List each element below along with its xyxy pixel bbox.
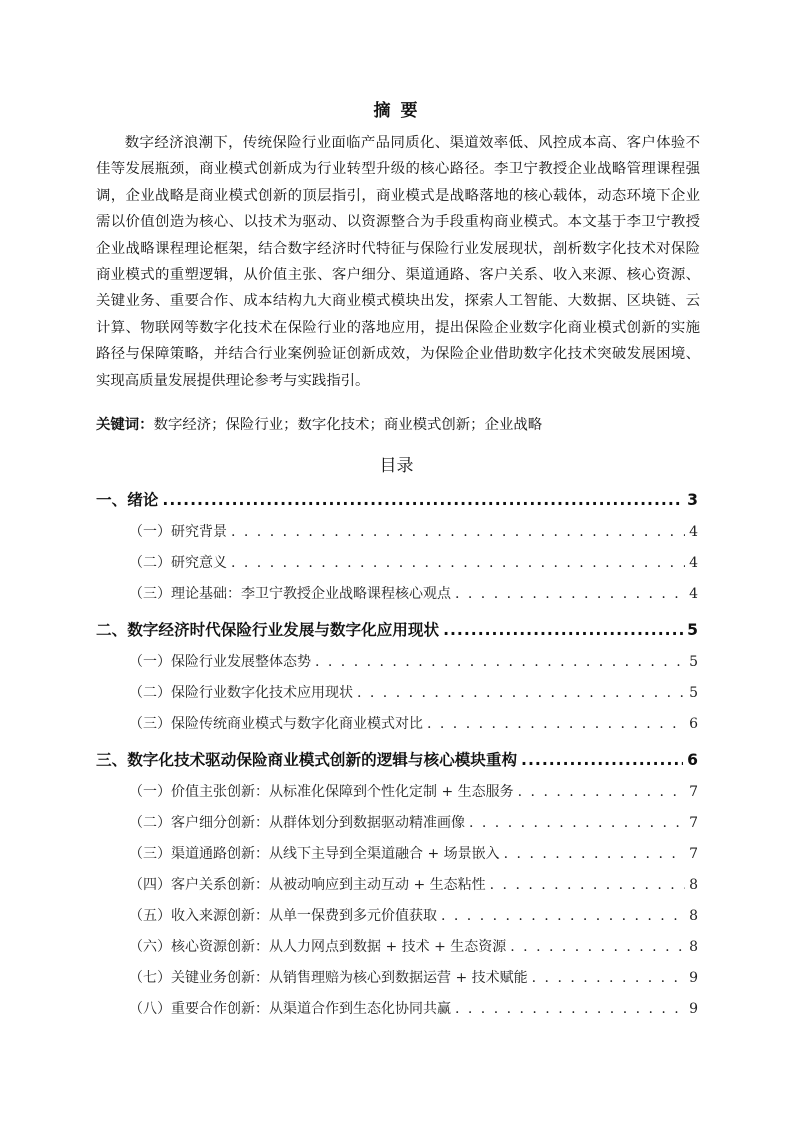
toc-leader-dots [469, 815, 685, 831]
toc-entry-section[interactable] [129, 843, 698, 863]
toc-entry-section[interactable] [129, 905, 698, 925]
toc-leader-dots [510, 939, 685, 955]
toc-entry-section[interactable] [129, 936, 698, 956]
toc-entry-text: （六）核心资源创新：从人力网点到数据 + 技术 + 生态资源 [129, 939, 507, 955]
toc-leader-dots [162, 491, 683, 509]
toc-entry-chapter[interactable] [96, 488, 698, 510]
toc-entry-text: （二）客户细分创新：从群体划分到数据驱动精准画像 [129, 815, 465, 831]
toc-leader-dots [490, 877, 685, 893]
toc-leader-dots [521, 751, 683, 769]
toc-leader-dots [231, 524, 685, 540]
toc-entry-text: 一、绪论 [96, 491, 159, 509]
abstract-body: 数字经济浪潮下，传统保险行业面临产品同质化、渠道效率低、风控成本高、客户体验不佳等发展瓶颈，商业模式创新成为行业转型升级的核心路径。李卫宁教授企业战略管理课程强调，企业战略是商业模式创新的顶层指引，商业模式是战略落地的核心载体，动态环境下企业需以价值创造为核心、以技术为驱动、以资源整合为手段重构商业模式。本文基于李卫宁教授企业战略课程理论框架，结合数字经济时代特征与保险行业发展现状，剖析数字化技术对保险商业模式的重塑逻辑，从价值主张、客户细分、渠道通路、客户关系、收入来源、核心资源、关键业务、重要合作、成本结构九大商业模式模块出发，探索人工智能、大数据、区块链、云计算、物联网等数字化技术在保险行业的落地应用，提出保险企业数字化商业模式创新的实施路径与保障策略，并结合行业案例验证创新成效，为保险企业借助数字化技术突破发展困境、实现高质量发展提供理论参考与实践指引。 [96, 135, 700, 389]
abstract-title: 摘 要 [373, 101, 420, 121]
toc-entry-section[interactable] [129, 521, 698, 541]
toc-entry-text: （三）理论基础：李卫宁教授企业战略课程核心观点 [129, 586, 451, 602]
toc-leader-dots [231, 555, 685, 571]
toc-leader-dots [455, 1001, 685, 1017]
toc-entry-text: （三）保险传统商业模式与数字化商业模式对比 [129, 716, 423, 732]
toc-page-number: 7 [689, 815, 698, 831]
toc-entry-section[interactable] [129, 682, 698, 702]
toc-entry-text: 三、数字化技术驱动保险商业模式创新的逻辑与核心模块重构 [96, 751, 518, 769]
toc-entry-text: （二）研究意义 [129, 555, 227, 571]
toc-entry-section[interactable] [129, 651, 698, 671]
toc-page-number: 4 [689, 555, 698, 571]
toc-page-number: 4 [689, 586, 698, 602]
toc-entry-text: （三）渠道通路创新：从线下主导到全渠道融合 + 场景嵌入 [129, 846, 500, 862]
toc-entry-section[interactable] [129, 998, 698, 1018]
toc-title: 目录 [379, 456, 414, 476]
toc-entry-section[interactable] [129, 874, 698, 894]
keywords-line [96, 412, 700, 438]
toc-entry-text: 二、数字经济时代保险行业发展与数字化应用现状 [96, 621, 440, 639]
toc-entry-text: （七）关键业务创新：从销售理赔为核心到数据运营 + 技术赋能 [129, 970, 528, 986]
keywords-label: 关键词： [96, 417, 154, 433]
toc-entry-section[interactable] [129, 552, 698, 572]
toc-leader-dots [518, 784, 685, 800]
toc-page-number: 6 [689, 716, 698, 732]
toc-page-number: 8 [689, 939, 698, 955]
toc-page-number: 9 [689, 970, 698, 986]
toc-entry-section[interactable] [129, 781, 698, 801]
toc-page-number: 6 [687, 751, 698, 769]
toc-entry-text: （一）价值主张创新：从标准化保障到个性化定制 + 生态服务 [129, 784, 514, 800]
toc-entry-text: （八）重要合作创新：从渠道合作到生态化协同共赢 [129, 1001, 451, 1017]
toc-leader-dots [441, 908, 685, 924]
toc-page-number: 5 [687, 621, 698, 639]
toc-leader-dots [504, 846, 685, 862]
toc-entry-chapter[interactable] [96, 618, 698, 640]
toc-entry-section[interactable] [129, 713, 698, 733]
toc-page-number: 4 [689, 524, 698, 540]
toc-page-number: 8 [689, 908, 698, 924]
toc-leader-dots [455, 586, 685, 602]
toc-page-number: 5 [689, 654, 698, 670]
toc-leader-dots [315, 654, 685, 670]
toc-entry-chapter[interactable] [96, 748, 698, 770]
toc-entry-section[interactable] [129, 812, 698, 832]
toc-page-number: 7 [689, 846, 698, 862]
toc-page-number: 8 [689, 877, 698, 893]
toc-entry-text: （二）保险行业数字化技术应用现状 [129, 685, 353, 701]
toc-leader-dots [427, 716, 685, 732]
toc-entry-text: （四）客户关系创新：从被动响应到主动互动 + 生态粘性 [129, 877, 486, 893]
toc-entry-text: （一）研究背景 [129, 524, 227, 540]
toc-entry-section[interactable] [129, 583, 698, 603]
toc-page-number: 7 [689, 784, 698, 800]
toc-leader-dots [443, 621, 683, 639]
toc-leader-dots [532, 970, 685, 986]
toc-page-number: 5 [689, 685, 698, 701]
keywords-text: 数字经济；保险行业；数字化技术；商业模式创新；企业战略 [153, 417, 543, 433]
toc-entry-section[interactable] [129, 967, 698, 987]
toc-entry-text: （五）收入来源创新：从单一保费到多元价值获取 [129, 908, 437, 924]
toc-page-number: 9 [689, 1001, 698, 1017]
toc-entry-text: （一）保险行业发展整体态势 [129, 654, 311, 670]
toc-leader-dots [357, 685, 685, 701]
toc-page-number: 3 [687, 491, 698, 509]
